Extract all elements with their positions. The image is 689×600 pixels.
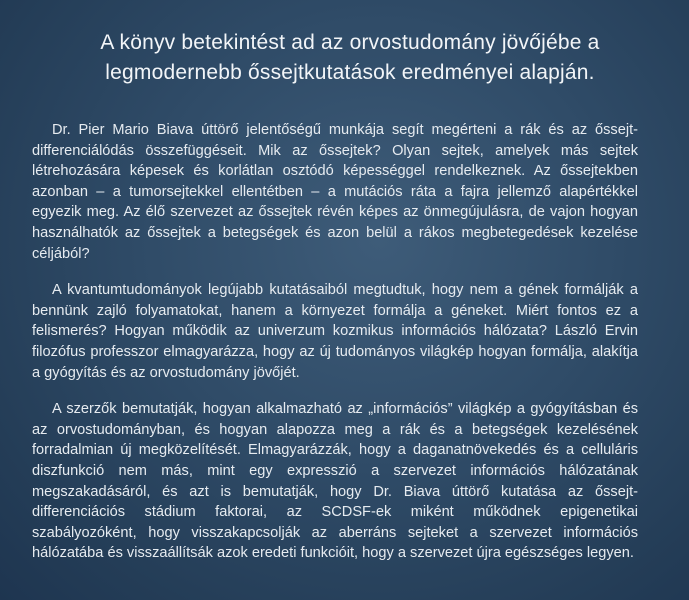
paragraph-2: A kvantumtudományok legújabb kutatásaiból megtudtuk, hogy nem a gének formálják a bennünk zajló folyamatokat, hanem a környezet formálja a géneket. Miért fontos ez a felismerés? Hogyan működik az univerzum kozmikus információs hálózata? László Ervin filozófus professzor elmagyarázza, hogy az új tudományos világkép hogyan formálja, alakítja a gyógyítás és az orvostudomány jövőjét. [32,282,638,381]
paragraph-3: A szerzők bemutatják, hogyan alkalmazható az „információs” világkép a gyógyításban és az orvostudományban, és hogyan alapozza meg a rák és a betegségek kezelésének forradalmian új megközelítését. Elmagyarázzák, hogy a daganatnövekedés és a celluláris diszfunkció nem más, mint egy expresszió a szervezet információs hálózatának megszakadásáról, és azt is bemutatják, hogy Dr. Biava úttörő kutatása az őssejt-differenciációs stádium faktorai, az SCDSF-ek miként működnek epigenetikai szabályozóként, hogy visszakapcsolják az aberráns sejteket a szervezet információs hálózatába és visszaállítsák azok eredeti funkcióit, hogy a szervezet újra egészséges legyen. [32,401,638,562]
paragraph-1: Dr. Pier Mario Biava úttörő jelentőségű munkája segít megérteni a rák és az őssejt-differenciálódás összefüggéseit. Mik az őssejtek? Olyan sejtek, amelyek más sejtek létrehozására képesek és korlátlan osztódó képességgel rendelkeznek. Az őssejtekben azonban – a tumorsejtekkel ellentétben – a mutációs ráta a fajra jellemző alapértékkel egyezik meg. Az élő szervezet az őssejtek révén képes az önmegújulásra, de vajon hogyan használhatók az őssejtek a betegségek és azon belül a rákos megbetegedések kezelése céljából? [32,122,638,262]
headline: A könyv betekintést ad az orvostudomány jövőjébe a legmodernebb őssejtkutatások eredményei alapján. [100,31,600,84]
body-text [32,120,638,580]
